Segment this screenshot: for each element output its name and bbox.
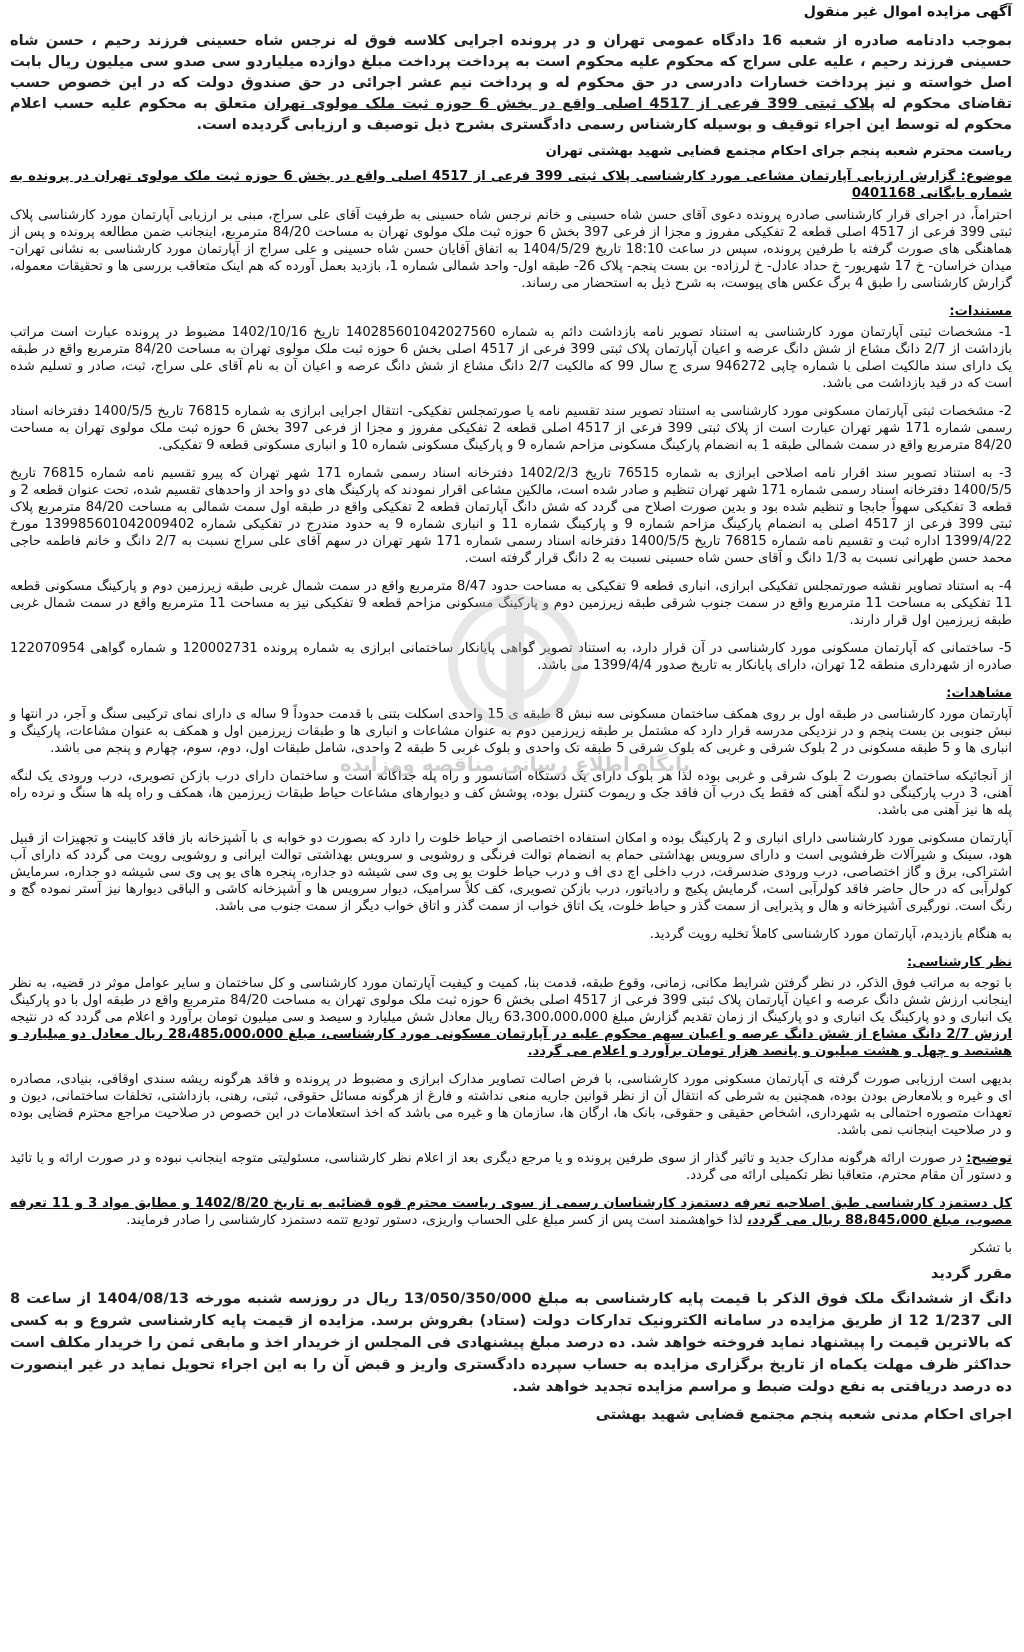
observation-3: آپارتمان مسکونی مورد کارشناسی دارای انباری و 2 پارکینگ بوده و امکان استفاده اختصاصی از حیاط خلوت را دارد که بصورت دو خوابه ی با آشپزخانه باز فاقد کابینت و تجهیزات از قبیل هود، سینک و شیرآلات ظرفشویی است و دارای سرویس بهداشتی حمام به انضمام توالت فرنگی و روشویی و سرویس بهداشتی توالت ایرانی و روشویی رویت می گردد که دارای آب اشتراکی، برق و گاز اختصاصی، درب ورودی ضدسرقت، درب داخلی اچ دی اف و درب حیاط خلوت یو پی وی سی شیشه دو جداره، پنجره های یو پی وی سی شیشه دو جداره، سرمایش کولرآبی که در حال حاضر فاقد کولرآبی است، گرمایش پکیج و رادیاتور، درب بازکن تصویری، کف کلاً سرامیک، دیوار سرویس ها و آشپزخانه کاشی و الباقی دیوارها نیز آستر نموده گچ و رنگ است. نورگیری آشپزخانه و هال و پذیرایی از سمت گذر و حیاط خلوت، یک اتاق خواب از سمت گذر و اتاق خواب دیگر از سمت جنوب می باشد.	[10, 831, 1012, 914]
watermark-text: پایگاه اطلاع رسانی مناقصه ومزایده	[339, 752, 691, 776]
document-item-2: 2- مشخصات ثبتی آپارتمان مسکونی مورد کارشناسی به استناد تصویر سند تقسیم نامه یا صورتمجلس تفکیکی- انتقال اجرایی ابرازی به شماره 76815 تاریخ 1400/5/5 دفترخانه اسناد رسمی شماره 171 شهر تهران عبارت است از پلاک ثبتی 399 فرعی از 4517 اصلی قطعه 2 تفکیکی مفروز و مجزا از فرعی 397 بخش 6 حوزه ثبت ملک مولوی تهران به مساحت 84/20 مترمربع واقع در سمت شمالی طبقه 1 به انضمام پارکینگ مسکونی مزاحم شماره 9 و پارکینگ مسکونی شماره 10 و انباری مسکونی قطعه 9 تفکیکی.	[10, 404, 1013, 453]
addressee: ریاست محترم شعبه پنجم جرای احکام مجتمع قضایی شهید بهشتی تهران	[545, 144, 1012, 159]
opinion-paragraph-1	[10, 975, 1012, 1060]
intro-text-b: متعلق به محکوم علیه حسب اعلام محکوم له توسط این اجراء توقیف و بوسیله کارشناس رسمی دادگستری بشرح ذیل توصیف و ارزیابی گردیده است.	[10, 95, 1012, 133]
observations-heading: مشاهدات:	[946, 686, 1012, 701]
auction-terms: دانگ از ششدانگ ملک فوق الذکر با قیمت پایه کارشناسی به مبلغ 13/050/350/000 ریال در روزسه شنبه مورخه 1404/08/13 از ساعت 8 الی 1/237 12 از طریق مزایده در سامانه الکترونیک تدارکات دولت (ستاد) بفروش برسد. مزایده از قیمت پایه کارشناسی شروع و به کسی که بالاترین قیمت را پیشنهاد نماید فروخته خواهد شد. ده درصد مبلغ پیشنهادی فی المجلس از خریدار اخذ و مابقی ثمن را خریدار مکلف است حداکثر ظرف مهلت یکماه از تاریخ برگزاری مزایده به حساب سپرده دادگستری واریز و قبض آن را به این اجراء تحویل نماید در غیر اینصورت ده درصد دریافتی به نفع دولت ضبط و مراسم مزایده تجدید خواهد شد.	[10, 1290, 1013, 1395]
documents-heading: مستندات:	[949, 304, 1012, 319]
opinion-value-underlined: ارزش 2/7 دانگ مشاع از شش دانگ عرصه و اعیان سهم محکوم علیه در آپارتمان مسکونی مورد کارشناسی، مبلغ 28،485،000،000 ریال معادل دو میلیارد و هشتصد و چهل و هشت میلیون و پانصد هزار تومان برآورد و اعلام می گردد.	[10, 1027, 1012, 1059]
fee-paragraph	[10, 1195, 1012, 1229]
notice-title: آگهی مزایده اموال غیر منقول	[803, 4, 1012, 20]
intro-plate-underlined: پلاک ثبتی 399 فرعی از 4517 اصلی واقع در بخش 6 حوزه ثبت ملک مولوی تهران	[263, 95, 875, 112]
opening-paragraph: احتراماً، در اجرای قرار کارشناسی صادره پرونده دعوی آقای حسن شاه حسینی و خانم نرجس شاه حسینی به طرفیت آقای علی سراج، مبنی بر ارزیابی آپارتمان مورد کارشناسی پلاک ثبتی 399 فرعی از 4517 اصلی قطعه 2 تفکیکی مفروز و مجزا از فرعی 397 بخش 6 حوزه ثبت ملک مولوی تهران به مساحت 84/20 مترمربع، اینجانب ضمن مطالعه پرونده و پس از هماهنگی های صورت گرفته با طرفین پرونده، سپس در ساعت 18:10 تاریخ 1404/5/29 به اتفاق آقایان حسن شاه حسینی و علی سراج از آپارتمان مورد کارشناسی به نشانی تهران- میدان خراسان- خ 17 شهریور- خ حداد عادل- خ لرزاده- بن بست پنجم- پلاک 26- طبقه اول- واحد شمالی شماره 1، بازدید بعمل آورده که هم اینک متعاقب بررسی ها و تحقیقات معموله، گزارش کارشناسی را طبق 4 برگ عکس های پیوست، به شرح ذیل به استحضار می رساند.	[10, 208, 1012, 291]
report-subject: موضوع: گزارش ارزیابی آپارتمان مشاعی مورد کارشناسی پلاک ثبتی 399 فرعی از 4517 اصلی واقع در بخش 6 حوزه ثبت ملک مولوی تهران در پرونده به شماره بایگانی 0401168	[10, 169, 1012, 201]
document-item-5: 5- ساختمانی که آپارتمان مسکونی مورد کارشناسی در آن قرار دارد، به استناد تصویر گواهی پایانکار ساختمانی ابرازی به شماره پرونده 120002731 و شماره گواهی 122070954 صادره از شهرداری منطقه 12 تهران، دارای پایانکار به تاریخ صدور 1399/4/4 می باشد.	[10, 641, 1013, 673]
observation-4: به هنگام بازدیدم، آپارتمان مورد کارشناسی کاملاً تخلیه رویت گردید.	[649, 927, 1012, 942]
thanks-line: با تشکر	[970, 1241, 1012, 1256]
document-item-4: 4- به استناد تصاویر نقشه صورتمجلس تفکیکی ابرازی، انباری قطعه 9 تفکیکی به مساحت حدود 8/47 مترمربع واقع در سمت شمال غربی طبقه زیرزمین دوم و پارکینگ مسکونی قطعه 11 تفکیکی به مساحت 11 مترمربع واقع در سمت جنوب شرقی طبقه زیرزمین دوم و پارکینگ مسکونی مزاحم قطعه 9 تفکیکی نیز به مساحت 11 مترمربع واقع در سمت شمال غربی طبقه زیرزمین اول قرار دارند.	[10, 579, 1012, 628]
fee-underlined: کل دستمزد کارشناسی طبق اصلاحیه تعرفه دستمزد کارشناسان رسمی از سوی ریاست محترم قوه قضائیه به تاریخ 1402/8/20 و مطابق مواد 3 و 11 تعرفه مصوب، مبلغ 88،845،000 ریال می گردد،	[10, 1196, 1012, 1228]
document-item-3: 3- به استناد تصویر سند اقرار نامه اصلاحی ابرازی به شماره 76515 تاریخ 1402/2/3 دفترخانه اسناد رسمی شماره 171 شهر تهران که پیرو تقسیم نامه شماره 76815 تاریخ 1400/5/5 دفترخانه اسناد رسمی شماره 171 شهر تهران تنظیم و صادر شده است، مالکین مشاعی اقرار نمودند که پارکینگ های دو واحد از واحدهای تقسیم شده، تحت عنوان قطعه 2 و قطعه 3 تفکیکی سهواً جابجا و تنظیم شده بود و بدین صورت اصلاح می گردد که شش دانگ آپارتمان قطعه 2 تفکیکی واقع در طبقه اول سمت شمالی به مساحت 84/20 مترمربع پلاک ثبتی 399 فرعی از 4517 اصلی به انضمام پارکینگ مزاحم شماره 9 و پارکینگ شماره 11 و انباری شماره 9 به حدود مندرج در تفکیکی شماره 139985601042009402 مورخ 1399/4/22 اداره ثبت و تقسیم نامه شماره 76815 تاریخ 1400/5/5 دفترخانه اسناد رسمی شماره 171 شهر تهران در سهم آقای علی سراج نسبت به 2/7 دانگ و خانم فاطمه حاجی محمد حسن طهرانی نسبت به 1/3 دانگ و آقای حسن شاه حسینی نسبت به 2 دانگ قرار گرفته است.	[10, 466, 1013, 566]
opinion-heading: نظر کارشناسی:	[907, 955, 1012, 970]
fee-rest: لذا خواهشمند است پس از کسر مبلغ علی الحساب واریزی، دستور تودیع تتمه دستمزد کارشناسی را صادر فرمایند.	[126, 1213, 747, 1228]
opinion-paragraph-2: بدیهی است ارزیابی صورت گرفته ی آپارتمان مسکونی مورد کارشناسی، با فرض اصالت تصاویر مدارک ابرازی و مضبوط در پرونده و فاقد هرگونه ریشه سندی اوقافی، بنیادی، مصادره ای و غیره و بلامعارض بودن بوده، همچنین به شرطی که انتقال آن از نظر قوانین جاریه منعی نداشته و فارغ از هرگونه مسائل حقوقی، ثبتی، رهنی، بازداشتی، تخلفات ساختمانی، دیون و تعهدات متصوره احتمالی به شهرداری، اشخاص حقیقی و حقوقی، بانک ها، ارگان ها، سازمان ها و غیره می باشد که اخذ استعلامات در این خصوص در صلاحیت مراجع محترم قضایی بوده و در صلاحیت اینجانب نمی باشد.	[10, 1072, 1012, 1138]
document-item-1: 1- مشخصات ثبتی آپارتمان مورد کارشناسی به استناد تصویر نامه بازداشت دائم به شماره 140285601042027560 تاریخ 1402/10/16 مضبوط در پرونده عبارت است مراتب بازداشت از 2/7 دانگ مشاع از شش دانگ عرصه و اعیان آپارتمان پلاک ثبتی 399 فرعی از 4517 اصلی بخش 6 حوزه ثبت ملک مولوی تهران به مساحت 84/20 مترمربع واقع در طبقه یک دارای سند مالکیت اصلی با شماره چاپی 946272 سری ج سال 99 که مالکیت 2/7 دانگ مشاع از شش دانگ عرصه و اعیان آن به نام آقای علی سراج، ثبت، صادر و تسلیم شده است که در قید بازداشت می باشد.	[10, 325, 1012, 391]
intro-paragraph	[10, 30, 1012, 135]
signature-line: اجرای احکام مدنی شعبه پنجم مجتمع قضایی شهید بهشتی	[595, 1406, 1012, 1423]
note-label: توضیح:	[966, 1151, 1012, 1166]
observation-1: آپارتمان مورد کارشناسی در طبقه اول بر روی همکف ساختمان مسکونی سه نبش 8 طبقه ی 15 واحدی اسکلت بتنی با قدمت حدوداً 9 ساله ی دارای نمای ترکیبی سنگ و آجر، در انتها و نبش جنوبی بن بست پنجم و در نزدیکی مدرسه قرار دارد که مشتمل بر طبقه زیرزمین دوم به عنوان مشاعات و انباری ها و طبقات زیرزمین اول و همکف به عنوان مشاعات، پارکینگ و انباری ها و 5 طبقه مسکونی در 2 بلوک شرقی و غربی که بلوک شرقی 5 طبقه تک واحدی و بلوک غربی 5 طبقه 2 واحدی، شامل طبقات اول، دوم، سوم، چهارم و پنجم می باشد.	[10, 707, 1012, 756]
observation-2: از آنجائیکه ساختمان بصورت 2 بلوک شرقی و غربی بوده لذا هر بلوک دارای یک دستگاه آسانسور و راه پله جداگانه است و ساختمان دارای درب بازکن تصویری، درب ورودی یک لنگه آهنی، 3 درب پارکینگی دو لنگه آهنی که فقط یک درب آن فاقد جک و ریموت کنترل بوده، پوشش کف و دیوارهای مشاعات حیاط طبقات زیرزمین ها، همکف و راه پله ها سنگ و نرده راه پله ها نیز آهنی می باشد.	[10, 769, 1012, 818]
note-paragraph	[10, 1150, 1012, 1184]
opinion-text: با توجه به مراتب فوق الذکر، در نظر گرفتن شرایط مکانی، زمانی، وقوع طبقه، قدمت بنا، کمیت و کیفیت آپارتمان مورد کارشناسی و کل ساختمان و سایر عوامل موثر در قضیه، به نظر اینجانب ارزش شش دانگ عرصه و اعیان آپارتمان پلاک ثبتی 399 فرعی از 4517 اصلی بخش 6 حوزه ثبت ملک مولوی تهران به مساحت 84/20 مترمربع واقع در طبقه اول با دو پارکینگ یک انباری و دو پارکینگ یک انباری و دو پارکینگ از زمان تقدیم گزارش مبلغ 63،300،000،000 ریال معادل شش میلیارد و سیصد و سی میلیون تومان برآورد و اعلام می گردد که در نتیجه	[10, 976, 1012, 1025]
intro-text-a: بموجب دادنامه صادره از شعبه 16 دادگاه عمومی تهران و در پرونده اجرایی کلاسه فوق له نرجس شاه حسینی فرزند رحیم ، حسن شاه حسینی فرزند رحیم ، علیه علی سراج که محکوم علیه محکوم است به پرداخت پرداخت مبلغ دوازده میلیاردو سی صدو سی میلیون ریال بابت اصل خواسته و نیز پرداخت خسارات دادرسی در حق محکوم له و پرداخت نیم عشر اجرائی در حق صندوق دولت که در این خصوص حسب تقاضای محکوم له	[10, 32, 1013, 112]
decided-line: مقرر گردید	[930, 1265, 1012, 1282]
note-text: در صورت ارائه هرگونه مدارک جدید و تاثیر گذار از سوی طرفین پرونده و یا مرجع دیگری بعد از اعلام نظر کارشناسی، مسئولیتی متوجه اینجانب نبوده و در صورت ارائه و یا تائید و دستور آن مقام محترم، متعاقبا نظر تکمیلی ارائه می گردد.	[10, 1151, 1012, 1183]
